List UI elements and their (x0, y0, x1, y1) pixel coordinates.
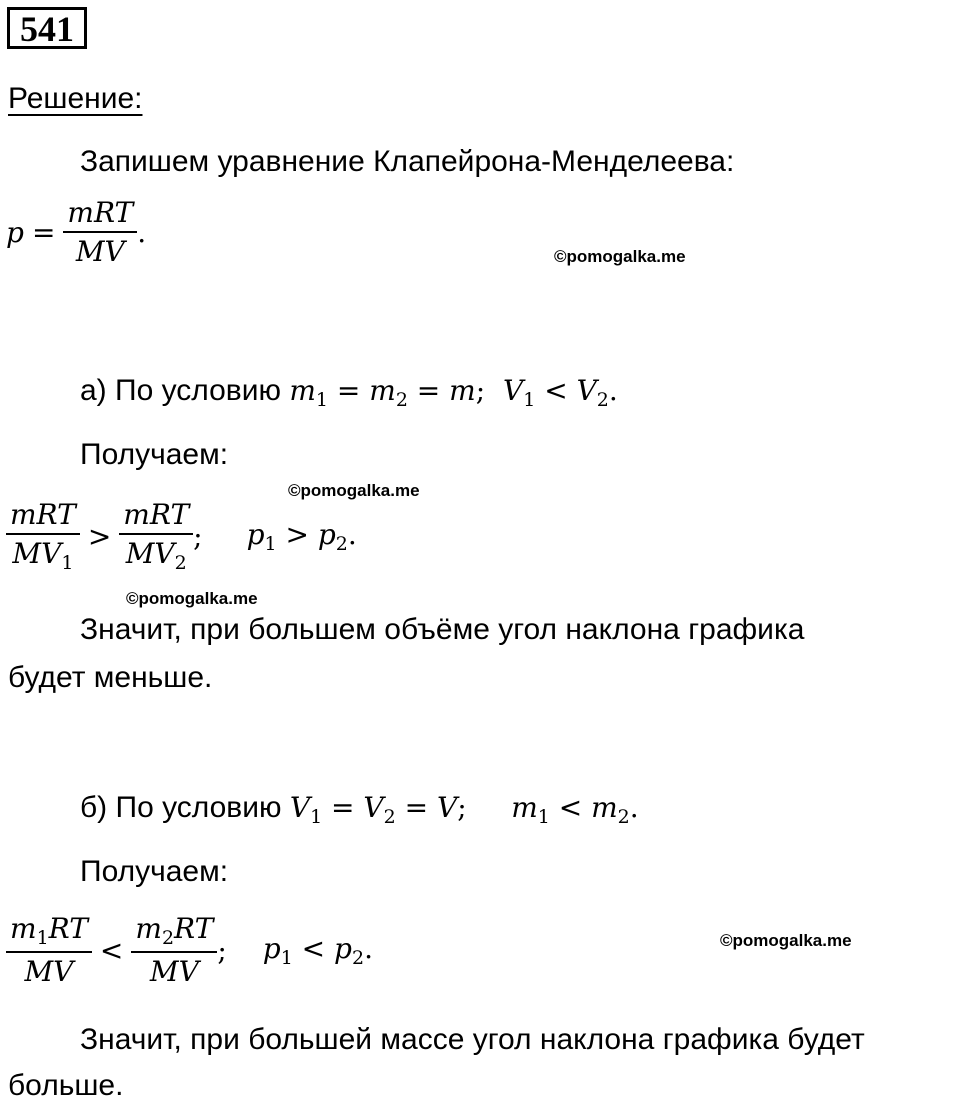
part-a-conclusion-line2: будет меньше. (8, 661, 213, 694)
watermark: ©pomogalka.me (288, 481, 420, 500)
intro-text: Запишем уравнение Клапейрона-Менделеева: (80, 145, 735, 178)
part-b-condition-formula: $V_1 = V_2 = V$; $m_1 < m_2$. (289, 791, 639, 828)
part-a-inequality: $\frac{\text{mRT}}{MV_1}$ > $\frac{\text{mRT}}{MV_2}$ ; $p_1 > p_2$. (6, 498, 357, 574)
part-a-condition-formula: $m_1 = m_2 = m$; $V_1 < V_2$. (289, 374, 618, 411)
part-b-result-label: Получаем: (80, 855, 229, 888)
solution-heading: Решение: (8, 82, 143, 115)
watermark: ©pomogalka.me (126, 589, 258, 608)
part-b-inequality: $\frac{m_1RT}{MV}$ < $\frac{m_2RT}{MV}$ ; $p_1 < p_2$. (6, 912, 373, 988)
part-a-result-label: Получаем: (80, 438, 229, 471)
part-a-conclusion-line1: Значит, при большем объёме угол наклона графика (80, 613, 805, 646)
part-b-conclusion-line2: больше. (8, 1069, 124, 1102)
part-b-condition (80, 790, 639, 835)
part-a-condition (80, 373, 618, 418)
part-b-conclusion-line1: Значит, при большей массе угол наклона графика будет (80, 1023, 865, 1056)
problem-number: 541 (7, 7, 87, 49)
part-a-condition-label: а) По условию (80, 374, 281, 407)
part-b-condition-label: б) По условию (80, 791, 282, 824)
watermark: ©pomogalka.me (720, 931, 852, 950)
clapeyron-formula: p = $\frac{\text{mRT}}{MV}$ . (6, 196, 147, 268)
watermark: ©pomogalka.me (554, 247, 686, 266)
